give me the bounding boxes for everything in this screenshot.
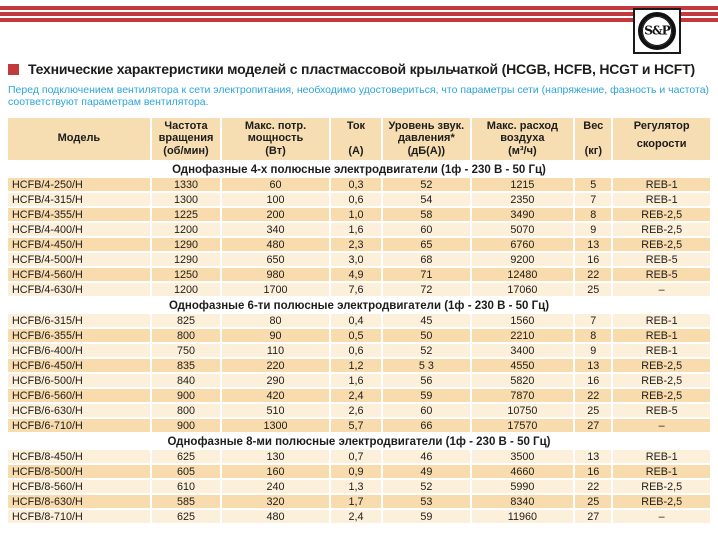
- column-header-line: Модель: [57, 132, 101, 145]
- section-title: Однофазные 8-ми полюсные электродвигатели (1ф - 230 В - 50 Гц): [8, 434, 710, 448]
- table-row: [8, 419, 710, 432]
- column-header-line: скорости: [636, 138, 687, 150]
- cell-rpm: 605: [152, 465, 220, 478]
- cell-model: HCFB/6-450/H: [8, 359, 150, 372]
- table-row: [8, 283, 710, 296]
- cell-power: 480: [222, 510, 329, 523]
- cell-weight: 5: [575, 178, 611, 191]
- cell-current: 2,4: [331, 389, 381, 402]
- column-header-line: Макс. расход: [486, 120, 558, 132]
- cell-regulator: REB-5: [613, 404, 710, 417]
- cell-weight: 8: [575, 329, 611, 342]
- sp-logo-circle: [638, 12, 676, 50]
- page-title: Технические характеристики моделей с пластмассовой крыльчаткой (HCGB, HCFB, HCGT и HCFT): [28, 61, 695, 77]
- cell-noise: 71: [383, 268, 470, 281]
- cell-rpm: 1200: [152, 283, 220, 296]
- cell-airflow: 12480: [472, 268, 574, 281]
- cell-model: HCFB/4-355/H: [8, 208, 150, 221]
- cell-current: 2,4: [331, 510, 381, 523]
- cell-weight: 22: [575, 480, 611, 493]
- cell-weight: 7: [575, 193, 611, 206]
- cell-model: HCFB/8-560/H: [8, 480, 150, 493]
- column-header-line: мощность: [247, 132, 304, 145]
- cell-model: HCFB/6-560/H: [8, 389, 150, 402]
- cell-noise: 49: [383, 465, 470, 478]
- cell-regulator: REB-2,5: [613, 238, 710, 251]
- cell-regulator: REB-1: [613, 329, 710, 342]
- cell-current: 3,0: [331, 253, 381, 266]
- cell-power: 60: [222, 178, 329, 191]
- cell-airflow: 5820: [472, 374, 574, 387]
- cell-rpm: 1290: [152, 253, 220, 266]
- cell-current: 1,3: [331, 480, 381, 493]
- column-header-power: [222, 118, 329, 160]
- cell-current: 0,4: [331, 314, 381, 327]
- cell-airflow: 8340: [472, 495, 574, 508]
- table-row: [8, 314, 710, 327]
- column-header-line: давления*: [397, 132, 455, 145]
- cell-model: HCFB/4-450/H: [8, 238, 150, 251]
- header-stripe: [0, 12, 718, 16]
- column-header-regulator: [613, 118, 710, 160]
- cell-rpm: 1330: [152, 178, 220, 191]
- cell-rpm: 800: [152, 329, 220, 342]
- cell-current: 0,6: [331, 344, 381, 357]
- cell-airflow: 3490: [472, 208, 574, 221]
- cell-airflow: 5070: [472, 223, 574, 236]
- table-row: [8, 329, 710, 342]
- table-section: [8, 434, 710, 523]
- cell-current: 0,7: [331, 450, 381, 463]
- sp-logo: [633, 8, 681, 54]
- cell-model: HCFB/4-500/H: [8, 253, 150, 266]
- cell-model: HCFB/6-355/H: [8, 329, 150, 342]
- column-header-line: Макс. потр.: [244, 120, 307, 132]
- cell-airflow: 7870: [472, 389, 574, 402]
- table-row: [8, 495, 710, 508]
- column-header-row: [8, 118, 710, 160]
- cell-weight: 25: [575, 404, 611, 417]
- cell-weight: 25: [575, 283, 611, 296]
- cell-rpm: 835: [152, 359, 220, 372]
- cell-weight: 8: [575, 208, 611, 221]
- table-row: [8, 374, 710, 387]
- cell-airflow: 1560: [472, 314, 574, 327]
- cell-power: 220: [222, 359, 329, 372]
- section-header-row: [8, 162, 710, 176]
- cell-airflow: 10750: [472, 404, 574, 417]
- cell-airflow: 2350: [472, 193, 574, 206]
- title-row: [8, 61, 714, 77]
- cell-current: 5,7: [331, 419, 381, 432]
- cell-noise: 5 3: [383, 359, 470, 372]
- cell-noise: 46: [383, 450, 470, 463]
- table-row: [8, 253, 710, 266]
- cell-weight: 16: [575, 465, 611, 478]
- cell-model: HCFB/6-500/H: [8, 374, 150, 387]
- table-row: [8, 208, 710, 221]
- cell-weight: 27: [575, 419, 611, 432]
- cell-rpm: 825: [152, 314, 220, 327]
- header-stripe: [0, 6, 718, 10]
- cell-regulator: REB-2,5: [613, 223, 710, 236]
- column-header-line: воздуха: [500, 132, 545, 145]
- intro-note: Перед подключением вентилятора к сети электропитания, необходимо удостовериться, что параметры сети (напряжение, фазность и частота) соответствуют параметрам вентилятора.: [8, 84, 710, 108]
- cell-regulator: REB-1: [613, 178, 710, 191]
- cell-noise: 45: [383, 314, 470, 327]
- column-header-line: (дБ(А)): [407, 144, 446, 157]
- cell-weight: 9: [575, 344, 611, 357]
- table-row: [8, 465, 710, 478]
- cell-model: HCFB/8-630/H: [8, 495, 150, 508]
- column-header-line: (кг): [584, 144, 602, 157]
- cell-current: 2,6: [331, 404, 381, 417]
- cell-noise: 60: [383, 223, 470, 236]
- cell-airflow: 5990: [472, 480, 574, 493]
- cell-rpm: 610: [152, 480, 220, 493]
- section-title: Однофазные 6-ти полюсные электродвигатели (1ф - 230 В - 50 Гц): [8, 298, 710, 312]
- cell-weight: 27: [575, 510, 611, 523]
- cell-current: 2,3: [331, 238, 381, 251]
- column-header-current: [331, 118, 381, 160]
- column-header-line: (об/мин): [163, 144, 209, 157]
- table-row: [8, 480, 710, 493]
- column-header-weight: [575, 118, 611, 160]
- cell-weight: 22: [575, 389, 611, 402]
- cell-model: HCFB/6-710/H: [8, 419, 150, 432]
- header-stripe: [0, 18, 718, 22]
- cell-noise: 54: [383, 193, 470, 206]
- cell-power: 240: [222, 480, 329, 493]
- column-header-line: Ток: [346, 120, 366, 132]
- cell-rpm: 900: [152, 419, 220, 432]
- tech-specs-table: [6, 116, 712, 525]
- cell-airflow: 1215: [472, 178, 574, 191]
- cell-airflow: 11960: [472, 510, 574, 523]
- cell-rpm: 900: [152, 389, 220, 402]
- cell-rpm: 625: [152, 510, 220, 523]
- column-header-model: [8, 118, 150, 160]
- column-header-line: (м³/ч): [508, 144, 537, 157]
- cell-airflow: 6760: [472, 238, 574, 251]
- header-stripes: [0, 6, 718, 24]
- cell-rpm: 750: [152, 344, 220, 357]
- cell-noise: 50: [383, 329, 470, 342]
- cell-model: HCFB/8-450/H: [8, 450, 150, 463]
- cell-rpm: 1225: [152, 208, 220, 221]
- table-section: [8, 162, 710, 296]
- cell-power: 130: [222, 450, 329, 463]
- cell-airflow: 9200: [472, 253, 574, 266]
- cell-rpm: 1200: [152, 223, 220, 236]
- cell-model: HCFB/6-315/H: [8, 314, 150, 327]
- cell-power: 160: [222, 465, 329, 478]
- cell-model: HCFB/4-630/H: [8, 283, 150, 296]
- cell-model: HCFB/6-630/H: [8, 404, 150, 417]
- cell-power: 510: [222, 404, 329, 417]
- cell-power: 650: [222, 253, 329, 266]
- cell-noise: 59: [383, 510, 470, 523]
- cell-regulator: –: [613, 419, 710, 432]
- cell-airflow: 3400: [472, 344, 574, 357]
- cell-noise: 59: [383, 389, 470, 402]
- cell-regulator: REB-2,5: [613, 389, 710, 402]
- cell-weight: 9: [575, 223, 611, 236]
- cell-model: HCFB/4-315/H: [8, 193, 150, 206]
- cell-regulator: REB-2,5: [613, 480, 710, 493]
- cell-noise: 65: [383, 238, 470, 251]
- cell-power: 200: [222, 208, 329, 221]
- table-row: [8, 510, 710, 523]
- cell-regulator: REB-2,5: [613, 495, 710, 508]
- cell-current: 1,6: [331, 374, 381, 387]
- cell-airflow: 17060: [472, 283, 574, 296]
- cell-airflow: 4550: [472, 359, 574, 372]
- cell-rpm: 840: [152, 374, 220, 387]
- table-row: [8, 223, 710, 236]
- cell-weight: 22: [575, 268, 611, 281]
- cell-regulator: REB-1: [613, 465, 710, 478]
- cell-noise: 58: [383, 208, 470, 221]
- column-header-line: Частота: [164, 120, 208, 132]
- cell-power: 110: [222, 344, 329, 357]
- cell-power: 420: [222, 389, 329, 402]
- cell-regulator: REB-5: [613, 253, 710, 266]
- cell-noise: 52: [383, 480, 470, 493]
- column-header-noise: [383, 118, 470, 160]
- cell-weight: 13: [575, 238, 611, 251]
- cell-power: 320: [222, 495, 329, 508]
- column-header-rpm: [152, 118, 220, 160]
- table-row: [8, 359, 710, 372]
- cell-model: HCFB/8-710/H: [8, 510, 150, 523]
- cell-model: HCFB/6-400/H: [8, 344, 150, 357]
- cell-rpm: 625: [152, 450, 220, 463]
- cell-weight: 16: [575, 374, 611, 387]
- cell-noise: 72: [383, 283, 470, 296]
- column-header-line: Вес: [583, 120, 604, 132]
- cell-regulator: REB-2,5: [613, 359, 710, 372]
- cell-regulator: REB-1: [613, 450, 710, 463]
- cell-current: 7,6: [331, 283, 381, 296]
- cell-current: 1,7: [331, 495, 381, 508]
- cell-power: 80: [222, 314, 329, 327]
- cell-current: 0,3: [331, 178, 381, 191]
- column-header-line: Регулятор: [633, 120, 690, 132]
- cell-current: 0,9: [331, 465, 381, 478]
- cell-rpm: 585: [152, 495, 220, 508]
- cell-model: HCFB/4-250/H: [8, 178, 150, 191]
- cell-weight: 25: [575, 495, 611, 508]
- cell-airflow: 17570: [472, 419, 574, 432]
- cell-regulator: –: [613, 283, 710, 296]
- cell-airflow: 3500: [472, 450, 574, 463]
- cell-current: 1,0: [331, 208, 381, 221]
- column-header-line: (А): [348, 144, 364, 157]
- table-row: [8, 389, 710, 402]
- cell-noise: 68: [383, 253, 470, 266]
- table-section: [8, 298, 710, 432]
- column-header-line: вращения: [158, 132, 214, 145]
- cell-current: 0,6: [331, 193, 381, 206]
- cell-power: 340: [222, 223, 329, 236]
- cell-current: 1,2: [331, 359, 381, 372]
- table-row: [8, 404, 710, 417]
- cell-regulator: REB-1: [613, 344, 710, 357]
- cell-noise: 66: [383, 419, 470, 432]
- cell-weight: 7: [575, 314, 611, 327]
- cell-noise: 56: [383, 374, 470, 387]
- cell-noise: 60: [383, 404, 470, 417]
- cell-rpm: 1250: [152, 268, 220, 281]
- cell-current: 1,6: [331, 223, 381, 236]
- cell-power: 1700: [222, 283, 329, 296]
- cell-regulator: REB-2,5: [613, 208, 710, 221]
- cell-regulator: REB-1: [613, 193, 710, 206]
- table-row: [8, 344, 710, 357]
- cell-rpm: 800: [152, 404, 220, 417]
- column-header-line: (Вт): [265, 144, 286, 157]
- cell-weight: 13: [575, 359, 611, 372]
- table-row: [8, 193, 710, 206]
- cell-rpm: 1300: [152, 193, 220, 206]
- cell-current: 4,9: [331, 268, 381, 281]
- cell-weight: 13: [575, 450, 611, 463]
- cell-regulator: REB-2,5: [613, 374, 710, 387]
- cell-noise: 53: [383, 495, 470, 508]
- cell-regulator: –: [613, 510, 710, 523]
- cell-model: HCFB/4-560/H: [8, 268, 150, 281]
- table-row: [8, 268, 710, 281]
- title-bullet-icon: [8, 64, 19, 75]
- cell-regulator: REB-1: [613, 314, 710, 327]
- table-row: [8, 178, 710, 191]
- sp-logo-text: S&P: [644, 23, 670, 38]
- cell-power: 90: [222, 329, 329, 342]
- cell-weight: 16: [575, 253, 611, 266]
- section-title: Однофазные 4-х полюсные электродвигатели (1ф - 230 В - 50 Гц): [8, 162, 710, 176]
- cell-noise: 52: [383, 178, 470, 191]
- cell-regulator: REB-5: [613, 268, 710, 281]
- cell-current: 0,5: [331, 329, 381, 342]
- cell-power: 980: [222, 268, 329, 281]
- cell-airflow: 4660: [472, 465, 574, 478]
- cell-model: HCFB/8-500/H: [8, 465, 150, 478]
- table-row: [8, 238, 710, 251]
- cell-power: 100: [222, 193, 329, 206]
- cell-model: HCFB/4-400/H: [8, 223, 150, 236]
- cell-noise: 52: [383, 344, 470, 357]
- section-header-row: [8, 434, 710, 448]
- table-row: [8, 450, 710, 463]
- cell-power: 290: [222, 374, 329, 387]
- section-header-row: [8, 298, 710, 312]
- cell-power: 480: [222, 238, 329, 251]
- column-header-line: Уровень звук.: [388, 120, 465, 132]
- cell-rpm: 1290: [152, 238, 220, 251]
- column-header-airflow: [472, 118, 574, 160]
- cell-power: 1300: [222, 419, 329, 432]
- cell-airflow: 2210: [472, 329, 574, 342]
